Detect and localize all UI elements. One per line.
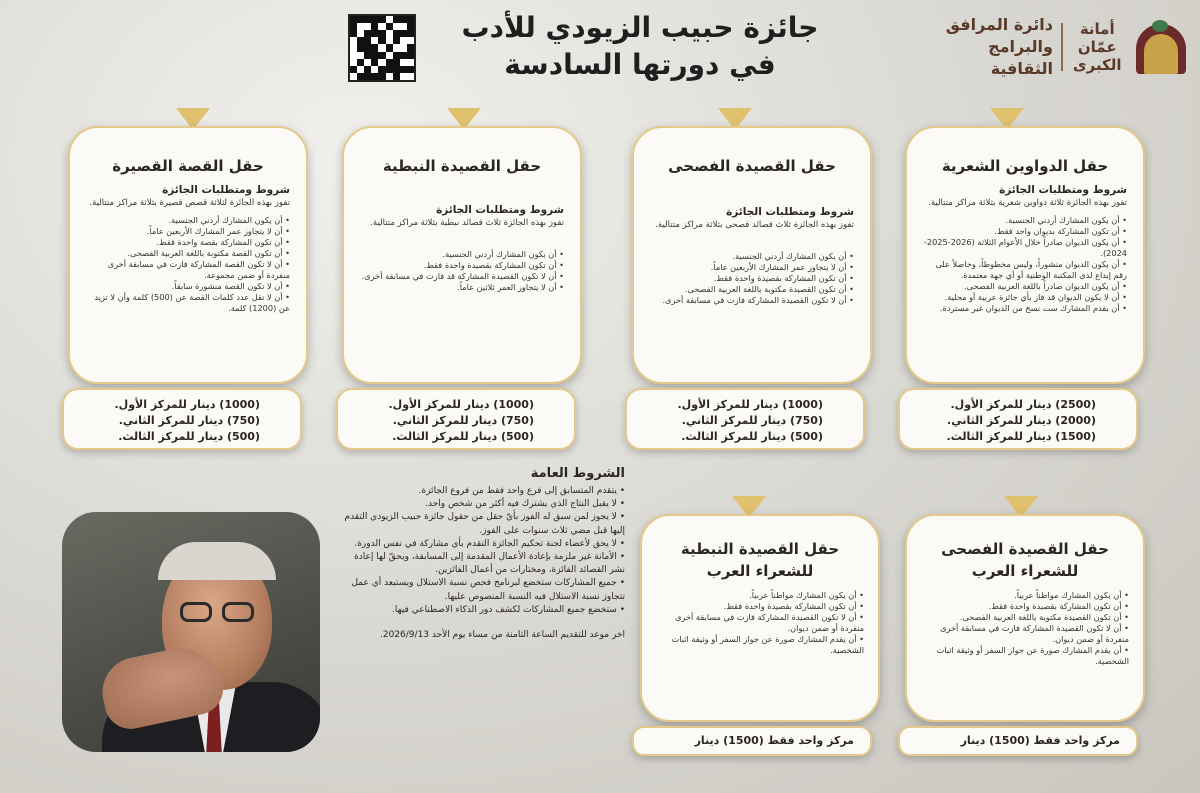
requirements-heading: شروط ومتطلبات الجائزة xyxy=(999,184,1127,196)
card-poetry-collections xyxy=(905,126,1145,384)
card-arab-nabati-poem xyxy=(640,514,880,722)
list-item: • أن يكون المشارك مواطناً عربياً. xyxy=(921,590,1129,601)
list-item: • أن لا تكون القصيدة المشاركة فازت في مسابقة أخرى منفردة أو ضمن ديوان. xyxy=(656,612,864,634)
general-conditions xyxy=(340,466,625,786)
list-item: • أن لا يتجاوز العمر ثلاثين عاماً. xyxy=(360,282,564,293)
list-item: • يتقدم المتسابق إلى فرع واحد فقط من فروع الجائزة. xyxy=(340,485,625,498)
list-item: • أن يكون المشارك أردني الجنسية. xyxy=(650,251,854,262)
dept-line2: والبرامج الثقافية xyxy=(988,37,1053,78)
general-heading: الشروط العامة xyxy=(530,466,625,481)
requirements-list xyxy=(656,590,864,656)
prize-box: مركز واحد فقط (1500) دينار xyxy=(632,726,872,756)
prize-line: (500) دينار للمركز الثالث. xyxy=(392,430,534,443)
prize-line: (2500) دينار للمركز الأول. xyxy=(950,398,1096,411)
list-item: • أن يقدم المشارك صورة عن جواز السفر أو وثيقة اثبات الشخصية. xyxy=(921,645,1129,667)
requirements-intro: تفوز بهذه الجائزة ثلاث قصائد فصحى بثلاثة مراكز متتالية. xyxy=(655,220,854,230)
requirements-heading: شروط ومتطلبات الجائزة xyxy=(162,184,290,196)
prize-line: (1000) دينار للمركز الأول. xyxy=(677,398,823,411)
list-item: • أن لا تكون القصيدة المشاركة قد فازت في مسابقة أخرى. xyxy=(360,271,564,282)
list-item: • أن تكون القصيدة مكتوبة باللغة العربية الفصحى. xyxy=(921,612,1129,623)
card-arab-classical-poem xyxy=(905,514,1145,722)
prize-line: (1000) دينار للمركز الأول. xyxy=(114,398,260,411)
card-title: حقل القصيدة الفصحى xyxy=(668,157,836,175)
list-item: • أن يكون المشارك أردني الجنسية. xyxy=(86,215,290,226)
org-line2: عمّان xyxy=(1077,38,1117,56)
card-classical-poem xyxy=(632,126,872,384)
list-item: • أن يكون المشارك مواطناً عربياً. xyxy=(656,590,864,601)
qr-code-icon[interactable] xyxy=(348,14,416,82)
org-line3: الكبرى xyxy=(1072,56,1122,74)
list-item: • أن يكون الديوان منشوراً، وليس مخطوطاً، وحاصلاً على رقم إيداع لدى المكتبة الوطنية أو أي جهة معتمدة. xyxy=(923,259,1127,281)
list-item: • الأمانة غير ملزمة بإعادة الأعمال المقدمة إلى المسابقة، ويحقّ لها إعادة نشر القصائد الفائزة، ومختارات من أعمال الفائزين. xyxy=(340,551,625,577)
list-item: • أن يكون المشارك أردني الجنسية. xyxy=(360,249,564,260)
card-short-story xyxy=(68,126,308,384)
requirements-heading: شروط ومتطلبات الجائزة xyxy=(726,206,854,218)
list-item: • أن لا تقل عدد كلمات القصة عن (500) كلمة وأن لا تزيد عن (1200) كلمة. xyxy=(86,292,290,314)
prize-line: (500) دينار للمركز الثالث. xyxy=(118,430,260,443)
list-item: • أن تكون المشاركة بقصيدة واحدة فقط. xyxy=(360,260,564,271)
requirements-list xyxy=(360,249,564,293)
list-item: • أن تكون المشاركة بقصيدة واحدة فقط. xyxy=(921,601,1129,612)
requirements-intro: تفوز بهذه الجائزة ثلاث قصائد نبطية بثلاثة مراكز متتالية. xyxy=(370,218,564,228)
card-title-line2: للشعراء العرب xyxy=(706,562,814,580)
list-item: • أن تكون المشاركة بقصيدة واحدة فقط. xyxy=(656,601,864,612)
requirements-heading: شروط ومتطلبات الجائزة xyxy=(436,204,564,216)
department-name xyxy=(928,14,1053,80)
list-item: • أن لا تكون القصيدة المشاركة فازت في مسابقة أخرى منفردة أو ضمن ديوان. xyxy=(921,623,1129,645)
list-item: • لا يجوز لمن سبق له الفوز بأيّ حقل من حقول جائزة حبيب الزيودي التقدم إليها قبل مضي ثلاث سنوات على الفوز. xyxy=(340,511,625,537)
prize-box: مركز واحد فقط (1500) دينار xyxy=(898,726,1138,756)
portrait-photo xyxy=(62,512,320,752)
card-title-line2: للشعراء العرب xyxy=(971,562,1079,580)
list-item: • ستخضع جميع المشاركات لكشف دور الذكاء الاصطناعي فيها. xyxy=(340,604,625,617)
card-title: حقل الدواوين الشعرية xyxy=(941,157,1109,175)
list-item: • أن يكون الديوان صادراً خلال الأعوام الثلاثة (2026-2025-2024). xyxy=(923,237,1127,259)
deadline-text: اخر موعد للتقديم الساعة الثامنة من مساء يوم الأحد 2026/9/13. xyxy=(380,630,625,641)
list-item: • أن يقدم المشارك صورة عن جواز السفر أو وثيقة اثبات الشخصية. xyxy=(656,634,864,656)
list-item: • أن لا يتجاوز عمر المشارك الأربعين عاماً. xyxy=(86,226,290,237)
header-divider xyxy=(1061,23,1063,71)
list-item: • أن يكون المشارك أردني الجنسية. xyxy=(923,215,1127,226)
requirements-intro: تفوز بهذه الجائزة ثلاثة دواوين شعرية بثلاثة مراكز متتالية. xyxy=(928,198,1127,208)
list-item: • أن يقدم المشارك ست نسخ من الديوان غير مستردة. xyxy=(923,303,1127,314)
amman-logo-icon xyxy=(1130,16,1188,78)
prize-line: (750) دينار للمركز الثاني. xyxy=(118,414,260,427)
list-item: • أن تكون المشاركة بديوان واحد فقط. xyxy=(923,226,1127,237)
prize-box xyxy=(625,388,865,450)
list-item: • أن لا تكون القصة منشورة سابقاً. xyxy=(86,281,290,292)
title-line1: جائزة حبيب الزيودي للأدب xyxy=(461,11,819,44)
requirements-list xyxy=(921,590,1129,667)
card-nabati-poem xyxy=(342,126,582,384)
org-header xyxy=(928,12,1188,82)
general-list xyxy=(340,485,625,617)
list-item: • أن لا يتجاوز عمر المشارك الأربعين عاماً. xyxy=(650,262,854,273)
card-title: حقل القصيدة النبطية xyxy=(382,157,542,175)
prize-box xyxy=(336,388,576,450)
list-item: • أن تكون المشاركة بقصة واحدة فقط. xyxy=(86,237,290,248)
org-name xyxy=(1071,20,1124,74)
org-line1: أمانة xyxy=(1079,20,1115,38)
list-item: • أن يكون الديوان صادراً باللغة العربية الفصحى. xyxy=(923,281,1127,292)
list-item: • لا يحق لأعضاء لجنة تحكيم الجائزة التقدم بأي مشاركة في نفس الدورة. xyxy=(340,538,625,551)
requirements-intro: تفوز بهذه الجائزة لثلاثة قصص قصيرة بثلاثة مراكز متتالية. xyxy=(89,198,290,208)
requirements-list xyxy=(650,251,854,306)
prize-line: (1000) دينار للمركز الأول. xyxy=(388,398,534,411)
card-title xyxy=(656,538,864,582)
prize-box xyxy=(62,388,302,450)
requirements-list xyxy=(86,215,290,314)
list-item: • أن لا تكون القصيدة المشاركة فازت في مسابقة أخرى. xyxy=(650,295,854,306)
list-item: • أن تكون المشاركة بقصيدة واحدة فقط. xyxy=(650,273,854,284)
list-item: • أن تكون القصيدة مكتوبة باللغة العربية الفصحى. xyxy=(650,284,854,295)
requirements-list xyxy=(923,215,1127,314)
list-item: • لا يقبل النتاج الذي يشترك فيه أكثر من شخص واحد. xyxy=(340,498,625,511)
list-item: • أن لا يكون الديوان قد فاز بأي جائزة عربية أو محلية. xyxy=(923,292,1127,303)
main-title xyxy=(440,10,840,84)
prize-line: (750) دينار للمركز الثاني. xyxy=(392,414,534,427)
prize-line: (750) دينار للمركز الثاني. xyxy=(681,414,823,427)
title-line2: في دورتها السادسة xyxy=(504,48,776,81)
prize-line: (500) دينار للمركز الثالث. xyxy=(681,430,823,443)
list-item: • جميع المشاركات ستخضع لبرنامج فحص نسبة الاستلال ويستبعد أي عمل تتجاوز نسبة الاستلال فيه النسبة المنصوص عليها. xyxy=(340,577,625,603)
prize-box xyxy=(898,388,1138,450)
list-item: • أن لا تكون القصة المشاركة فازت في مسابقة أخرى منفردة أو ضمن مجموعة. xyxy=(86,259,290,281)
prize-line: (2000) دينار للمركز الثاني. xyxy=(947,414,1096,427)
card-title xyxy=(921,538,1129,582)
list-item: • أن تكون القصة مكتوبة باللغة العربية الفصحى. xyxy=(86,248,290,259)
card-title-line1: حقل القصيدة النبطية xyxy=(680,540,840,558)
prize-line: (1500) دينار للمركز الثالث. xyxy=(946,430,1096,443)
card-title: حقل القصة القصيرة xyxy=(112,157,264,175)
card-title-line1: حقل القصيدة الفصحى xyxy=(941,540,1109,558)
dept-line1: دائرة المرافق xyxy=(945,15,1053,34)
